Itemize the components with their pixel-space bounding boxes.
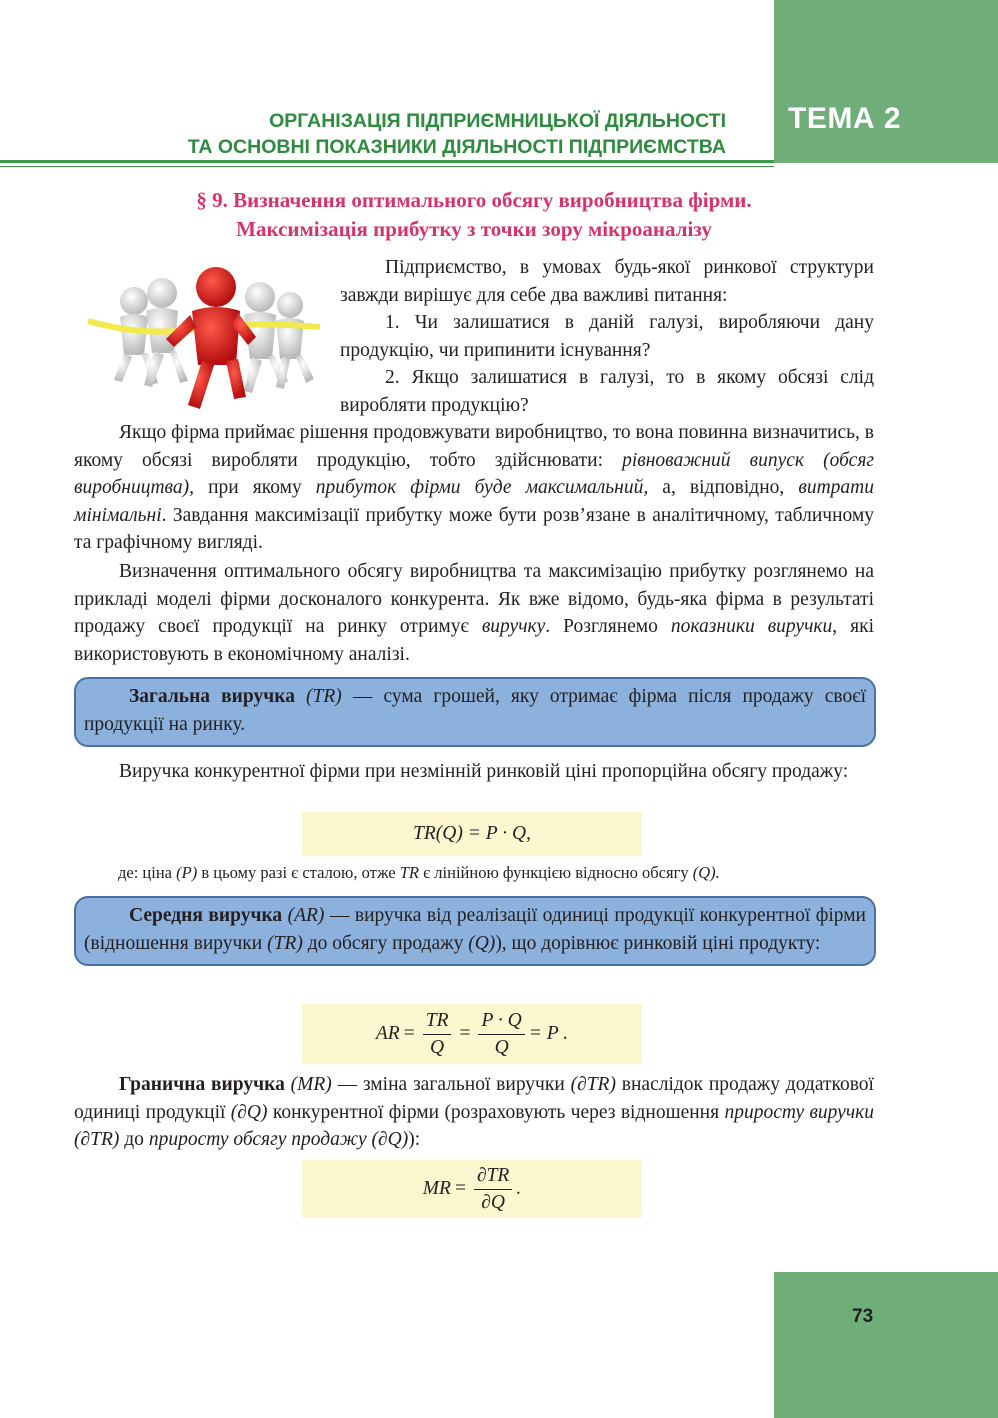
definition-abbr: (Q) xyxy=(468,933,496,954)
intro-question-1: 1. Чи залишатися в даній галузі, виробляючи дану продукцію, чи припинити існування? xyxy=(340,312,874,361)
formula-result: = P . xyxy=(528,1023,569,1044)
definition-text: — виручка від реалізації одиниці продукції конкурентної фірми (відношення виручки xyxy=(84,905,866,954)
fraction xyxy=(423,1010,452,1059)
italic-term: виручку xyxy=(481,616,546,637)
fraction-numerator: ∂TR xyxy=(474,1165,512,1190)
text-run: ): xyxy=(408,1129,421,1150)
body-paragraph-3 xyxy=(74,558,874,668)
text-run: є лінійною функцією відносно обсягу xyxy=(418,863,693,882)
fraction-denominator: Q xyxy=(430,1036,445,1058)
header-rule xyxy=(0,160,774,163)
formula-note xyxy=(118,862,878,884)
definition-text: ), що дорівнює ринковій ціні продукту: xyxy=(495,933,821,954)
italic-term: (MR) xyxy=(284,1074,332,1095)
formula-operator: = xyxy=(403,1023,415,1044)
fraction-denominator: Q xyxy=(494,1036,509,1058)
italic-term: рівноважний випуск (обсяг виробництва), xyxy=(74,449,874,498)
bold-term: Гранична виручка xyxy=(119,1074,285,1095)
formula-average-revenue xyxy=(302,1004,642,1064)
text-run: до xyxy=(119,1129,149,1150)
header-rule-thin xyxy=(0,166,774,167)
fraction-numerator: TR xyxy=(423,1010,452,1035)
formula-symbol: MR xyxy=(422,1178,451,1199)
definition-total-revenue xyxy=(74,677,876,747)
chapter-title xyxy=(188,108,726,160)
text-run: де: ціна xyxy=(118,863,177,882)
definition-abbr: (TR) xyxy=(294,686,342,707)
chapter-title-line1: ОРГАНІЗАЦІЯ ПІДПРИЄМНИЦЬКОЇ ДІЯЛЬНОСТІ xyxy=(269,110,726,132)
definition-abbr: (TR) xyxy=(267,933,303,954)
italic-term: (Q). xyxy=(692,863,720,882)
text-run: внаслідок продажу додаткової одиниці продукції xyxy=(74,1074,874,1123)
definition-term: Середня виручка xyxy=(129,905,283,926)
definition-text: до обсягу продажу xyxy=(302,933,469,954)
fraction-denominator: ∂Q xyxy=(481,1191,505,1213)
section-title-line2: Максимізація прибутку з точки зору мікроаналізу xyxy=(236,217,712,241)
page-number: 73 xyxy=(852,1306,874,1327)
body-paragraph-5 xyxy=(74,1071,874,1154)
section-title-line1: § 9. Визначення оптимального обсягу виробництва фірми. xyxy=(196,188,752,212)
text-run: — зміна загальної виручки xyxy=(331,1074,571,1095)
formula-operator: = xyxy=(459,1023,471,1044)
formula-symbol: AR xyxy=(375,1023,400,1044)
formula-marginal-revenue xyxy=(302,1160,642,1218)
text-run: . Завдання максимізації прибутку може бути розв’язане в аналітичному, табличному та графічному вигляді. xyxy=(74,504,874,553)
theme-label: ТЕМА 2 xyxy=(788,102,902,135)
intro-paragraph: Підприємство, в умовах будь-якої ринкової структури завжди вирішує для себе два важливі питання: xyxy=(340,257,874,306)
intro-question-2: 2. Якщо залишатися в галузі, то в якому обсязі слід виробляти продукцію? xyxy=(340,367,874,416)
italic-term: показники виручки xyxy=(670,616,833,637)
italic-term: (∂Q) xyxy=(230,1101,268,1123)
italic-term: приросту обсягу продажу (∂Q) xyxy=(148,1129,409,1150)
italic-term: витрати мінімальні xyxy=(74,477,874,526)
italic-term: прибуток фірми буде максимальний, xyxy=(315,477,649,498)
body-paragraph-2 xyxy=(74,419,874,557)
italic-term: приросту виручки (∂TR) xyxy=(74,1101,874,1150)
text-run: а, відповідно, xyxy=(648,477,799,498)
definition-abbr: (AR) xyxy=(282,905,325,926)
body-paragraph-4: Виручка конкурентної фірми при незмінній ринковій ціні пропорційна обсягу продажу: xyxy=(119,761,849,782)
fraction-numerator: P · Q xyxy=(478,1010,524,1035)
text-run: конкурентної фірми (розраховують через відношення xyxy=(267,1101,725,1123)
formula-operator: = xyxy=(454,1178,466,1199)
italic-term: TR xyxy=(399,863,419,882)
section-title xyxy=(74,186,874,244)
text-run: . Розглянемо xyxy=(545,616,671,637)
page-number-tab xyxy=(774,1272,998,1418)
italic-term: (∂TR) xyxy=(570,1074,616,1095)
text-run: , які використовують в економічному аналізі. xyxy=(74,616,874,665)
italic-term: (P) xyxy=(176,863,198,882)
formula-total-revenue: TR(Q) = P · Q, xyxy=(302,812,642,856)
definition-average-revenue xyxy=(74,896,876,966)
definition-text: — сума грошей, яку отримає фірма після продажу своєї продукції на ринку. xyxy=(84,686,866,735)
chapter-title-line2: ТА ОСНОВНІ ПОКАЗНИКИ ДІЯЛЬНОСТІ ПІДПРИЄМСТВА xyxy=(187,136,726,158)
text-run: Визначення оптимального обсягу виробництва та максимізацію прибутку розглянемо на прикладі моделі фірми досконалого конкурента. Як вже відомо, будь-яка фірма в результаті продажу своєї продукції на ринку отримує xyxy=(74,561,874,637)
text-run: Якщо фірма приймає рішення продовжувати виробництво, то вона повинна визначитись, в якому обсязі виробляти продукцію, тобто здійснювати: xyxy=(74,422,874,471)
text-run: при якому xyxy=(193,477,316,498)
theme-tab xyxy=(774,0,998,163)
definition-term: Загальна виручка xyxy=(129,686,295,707)
fraction xyxy=(478,1010,524,1059)
formula-operator: . xyxy=(516,1178,522,1199)
text-run: в цьому разі є сталою, отже xyxy=(197,863,400,882)
runners-illustration xyxy=(84,255,324,415)
fraction xyxy=(474,1165,512,1214)
